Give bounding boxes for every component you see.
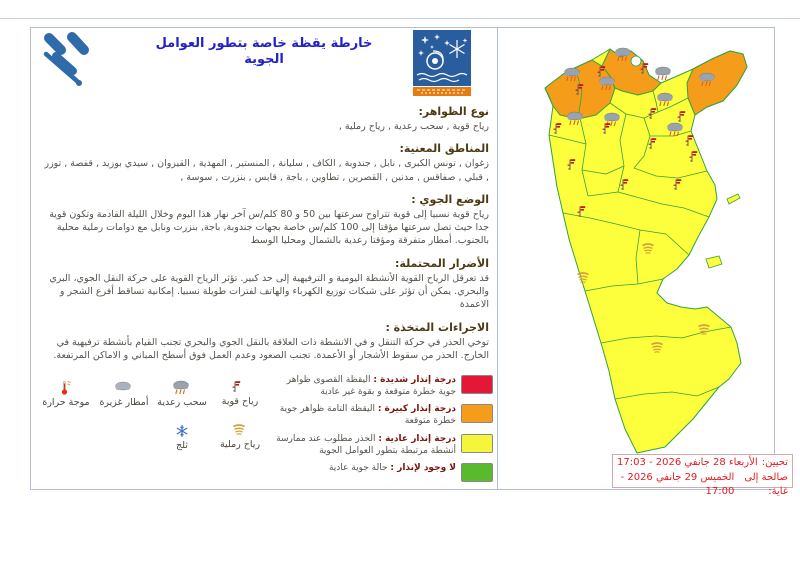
section-heading-phenomena: نوع الظواهر: <box>418 105 489 118</box>
valid-until-row <box>617 471 788 500</box>
section-body-potential-damages: قد تعرقل الرياح القوية الأنشطة اليومية و الترفيهية إلى حد كبير. تؤثر الرياح القوية على حركة النقل الجوي، البري والبحري. يمكن أن تؤثر على شبكات توزيع الكهرباء والهاتف لفترات طويلة نسبيا. إمكانية تساقط أفرع الشجر و الاعمدة <box>49 272 489 311</box>
legend-item-strong-wind: رياح قوية <box>211 380 269 408</box>
alert-description: الحذر مطلوب عند ممارسة أنشطة مرتبطة بتطور العوامل الجوية <box>276 433 456 456</box>
legend-item-heavy-rain: أمطار غزيرة <box>95 380 153 408</box>
alert-label: درجة إنذار كبيرة : <box>377 404 456 415</box>
legend-item-heat-wave: موجة حرارة <box>37 380 95 408</box>
thunder-cloud-map-icon <box>655 67 670 80</box>
no-alert-color-swatch <box>461 463 493 482</box>
inm-logo <box>413 30 471 96</box>
alert-level-high <box>269 403 493 427</box>
legend-item-thunder-clouds: سحب رعدية <box>153 380 211 408</box>
update-row <box>617 456 788 471</box>
legend-item-sand-wind: رياح رملية <box>211 424 269 451</box>
strong-wind-icon <box>232 380 248 395</box>
tunisia-vigilance-map <box>498 28 774 489</box>
section-body-weather-situation: رياح قوية نسبيا إلى قوية تتراوح سرعتها بين 50 و 80 كلم/س آخر نهار هذا اليوم وخلال الليلة القادمة وتكون قوية جدا حيث تصل سرعتها مؤقتا إلى 100 كلم/س خاصة بجهات جندوبة, باجة, بنزرت ونابل مع دوامات رملية محلية بالجنوب. أمطار متفرقة ومؤقتا رعدية بالشمال ومحليا الوسط <box>49 208 489 247</box>
kerkennah-islands <box>727 194 740 204</box>
heavy-rain-icon <box>114 380 134 396</box>
thunder-cloud-icon <box>172 380 192 396</box>
phenomena-legend <box>37 370 269 487</box>
alert-description: حالة جوية عادية <box>328 462 388 473</box>
alert-description: اليقظة القصوى ظواهر جوية خطرة متوقعة و بقوة غير عادية <box>286 375 456 398</box>
alert-level-none <box>269 462 493 482</box>
valid-until-datetime: الخميس 29 جانفي 2026 - 17:00 <box>620 471 735 497</box>
top-rule <box>0 18 800 19</box>
bizerte-lake <box>631 56 641 66</box>
update-datetime: الأربعاء 28 جانفي 2026 - 17:03 <box>617 457 758 468</box>
update-label: تحيين: <box>761 457 788 468</box>
section-body-measures: توخي الحذر في حركة التنقل و في الانشطة ذات العلاقة بالنقل الجوي والبحري تجنب القيام بأنشطة ترفيهية في الخارج. الحذر من سقوط الأشجار أو الأعمدة. تجنب الصعود وعدم العمل فوق أسطح المباني و الاماكن المرتفعة. <box>53 336 489 361</box>
alert-level-normal <box>269 433 493 457</box>
sand-wind-icon <box>232 424 248 438</box>
vigilance-map-panel <box>497 27 775 490</box>
section-heading-potential-damages: الأضرار المحتملة: <box>395 256 489 270</box>
alert-description: اليقظة التامة ظواهر جوية خطرة متوقعة <box>279 404 456 427</box>
page-title: خارطة يقظة خاصة بتطور العوامل الجوية <box>155 36 373 68</box>
section-heading-regions: المناطق المعنية: <box>399 142 489 156</box>
severe-alert-color-swatch <box>461 375 493 394</box>
bulletin-sections <box>31 105 497 362</box>
meteor-streaks-icon <box>33 30 95 86</box>
normal-alert-color-swatch <box>461 434 493 453</box>
section-body-phenomena: رياح قوية , سحب رعدية , رياح رملية , <box>338 121 489 132</box>
validity-box <box>612 454 793 497</box>
alert-level-legend <box>269 370 493 487</box>
alert-label: درجة إنذار عادية : <box>378 433 456 444</box>
snow-icon <box>175 424 190 439</box>
alert-level-severe <box>269 374 493 398</box>
cap-bon-orange-zone <box>687 51 747 115</box>
info-panel <box>30 27 498 490</box>
meteo-brand-logo <box>33 30 95 90</box>
heat-wave-icon <box>59 380 73 396</box>
inm-institute-icon <box>413 30 471 96</box>
legend-area <box>37 370 493 487</box>
valid-until-label: صالحة إلى غاية: <box>744 471 788 497</box>
panel-header <box>31 28 497 96</box>
section-heading-weather-situation: الوضع الجوي : <box>411 192 489 206</box>
section-body-regions: زغوان , تونس الكبرى , نابل , جندوبة , الكاف , سليانة , المنستير , المهدية , القيروان , سيدي بوزيد , قفصة , توزر , قبلي , صفاقس , مدنين , القصرين , تطاوين , باجة , قابس , بنزرت , سوسة , <box>44 158 489 183</box>
high-alert-color-swatch <box>461 404 493 423</box>
legend-item-snow: ثلج <box>153 424 211 451</box>
alert-label: لا وجود لإنذار : <box>390 462 456 473</box>
section-heading-measures: الاجراءات المتخذة : <box>385 320 489 334</box>
djerba-island <box>706 256 722 268</box>
alert-label: درجة إنذار شديدة : <box>373 375 456 385</box>
